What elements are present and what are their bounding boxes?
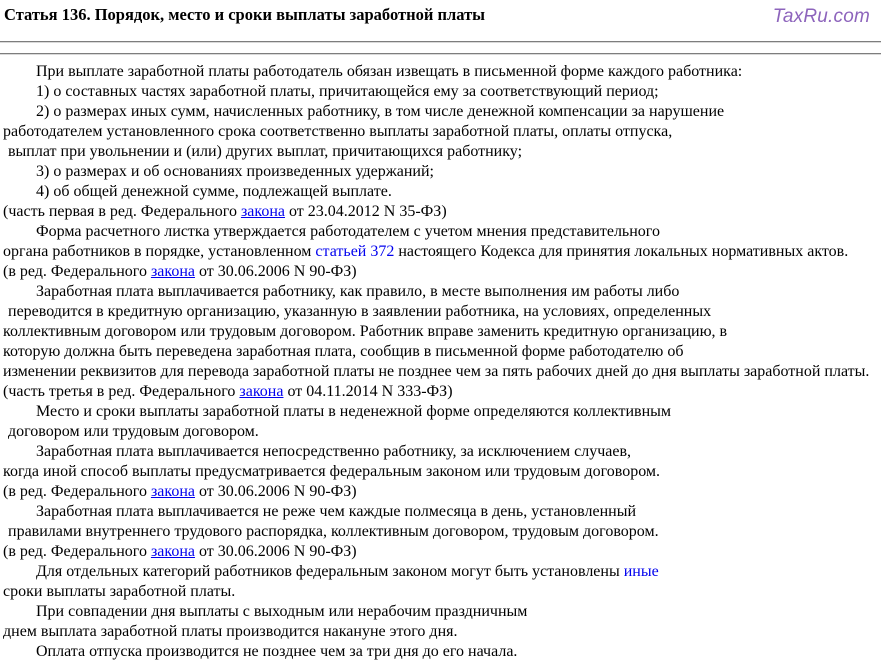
- text-line: [3, 402, 881, 422]
- text-line: [3, 542, 881, 562]
- text-segment: которую должна быть переведена заработная плата, сообщив в письменной форме работодателю об: [3, 343, 684, 360]
- text-segment: (в ред. Федерального: [3, 263, 151, 280]
- article-title: Статья 136. Порядок, место и сроки выплаты заработной платы: [4, 5, 486, 24]
- text-line: [3, 362, 881, 382]
- text-line: [3, 262, 881, 282]
- document-body: [3, 62, 881, 662]
- text-segment: Место и сроки выплаты заработной платы в неденежной форме определяются коллективным: [36, 403, 672, 420]
- text-line: [3, 442, 881, 462]
- text-segment: когда иной способ выплаты предусматривается федеральным законом или трудовым договором.: [3, 463, 661, 480]
- inline-law-link[interactable]: закона: [240, 203, 285, 220]
- inline-law-link[interactable]: закона: [150, 263, 195, 280]
- text-line: [3, 642, 881, 662]
- text-segment: Заработная плата выплачивается не реже чем каждые полмесяца в день, установленный: [36, 503, 637, 520]
- text-segment: 2) о размерах иных сумм, начисленных работнику, в том числе денежной компенсации за нарушение: [36, 103, 725, 120]
- text-segment: днем выплата заработной платы производится накануне этого дня.: [3, 623, 458, 640]
- text-segment: 3) о размерах и об основаниях произведенных удержаний;: [36, 163, 434, 180]
- text-line: [3, 482, 881, 502]
- text-segment: Заработная плата выплачивается непосредственно работнику, за исключением случаев,: [36, 443, 632, 460]
- inline-law-link[interactable]: иные: [623, 563, 659, 580]
- text-line: [3, 242, 881, 262]
- text-segment: 1) о составных частях заработной платы, причитающейся ему за соответствующий период;: [36, 83, 659, 100]
- inline-law-link[interactable]: закона: [150, 483, 195, 500]
- text-line: [3, 202, 881, 222]
- text-line: [3, 122, 881, 142]
- text-segment: выплат при увольнении и (или) других выплат, причитающихся работнику;: [8, 143, 523, 160]
- text-segment: Заработная плата выплачивается работнику, как правило, в месте выполнения им работы либо: [36, 283, 680, 300]
- text-line: [3, 82, 881, 102]
- inline-law-link[interactable]: закона: [239, 383, 284, 400]
- text-line: [3, 62, 881, 82]
- text-line: [3, 382, 881, 402]
- text-line: [3, 142, 881, 162]
- divider-line-top: [0, 41, 881, 43]
- inline-law-link[interactable]: закона: [150, 543, 195, 560]
- text-segment: (в ред. Федерального: [3, 483, 151, 500]
- text-line: [3, 522, 881, 542]
- text-line: [3, 422, 881, 442]
- text-segment: Форма расчетного листка утверждается работодателем с учетом мнения представительного: [36, 223, 660, 240]
- text-segment: сроки выплаты заработной платы.: [3, 583, 236, 600]
- text-segment: переводится в кредитную организацию, указанную в заявлении работника, на условиях, определенных: [8, 303, 712, 320]
- text-line: [3, 502, 881, 522]
- text-segment: от 30.06.2006 N 90-ФЗ): [194, 263, 357, 280]
- text-line: [3, 602, 881, 622]
- text-segment: работодателем установленного срока соответственно выплаты заработной платы, оплаты отпуска,: [3, 123, 673, 140]
- text-line: [3, 562, 881, 582]
- text-segment: коллективным договором или трудовым договором. Работник вправе заменить кредитную организацию, в: [3, 323, 728, 340]
- text-line: [3, 322, 881, 342]
- text-segment: изменении реквизитов для перевода заработной платы не позднее чем за пять рабочих дней до дня выплаты заработной платы.: [3, 363, 870, 380]
- text-line: [3, 162, 881, 182]
- text-line: [3, 462, 881, 482]
- text-line: [3, 222, 881, 242]
- text-segment: от 30.06.2006 N 90-ФЗ): [194, 543, 357, 560]
- taxru-logo[interactable]: TaxRu.com: [772, 6, 870, 27]
- text-segment: При выплате заработной платы работодатель обязан извещать в письменной форме каждого работника:: [36, 63, 743, 80]
- text-segment: правилами внутреннего трудового распорядка, коллективным договором, трудовым договором.: [8, 523, 659, 540]
- inline-law-link[interactable]: статьей 372: [315, 243, 395, 260]
- text-segment: Оплата отпуска производится не позднее чем за три дня до его начала.: [36, 643, 518, 660]
- divider-line-bottom: [0, 53, 881, 55]
- text-line: [3, 282, 881, 302]
- text-segment: (часть первая в ред. Федерального: [3, 203, 241, 220]
- text-line: [3, 342, 881, 362]
- text-segment: договором или трудовым договором.: [8, 423, 259, 440]
- text-segment: органа работников в порядке, установленном: [3, 243, 316, 260]
- text-line: [3, 622, 881, 642]
- text-line: [3, 102, 881, 122]
- text-segment: от 23.04.2012 N 35-ФЗ): [285, 203, 447, 220]
- text-segment: от 30.06.2006 N 90-ФЗ): [194, 483, 357, 500]
- text-segment: Для отдельных категорий работников федеральным законом могут быть установлены: [36, 563, 624, 580]
- text-segment: настоящего Кодекса для принятия локальных нормативных актов.: [394, 243, 849, 260]
- text-segment: При совпадении дня выплаты с выходным или нерабочим праздничным: [36, 603, 528, 620]
- text-line: [3, 182, 881, 202]
- text-segment: (в ред. Федерального: [3, 543, 151, 560]
- text-line: [3, 302, 881, 322]
- text-segment: (часть третья в ред. Федерального: [3, 383, 240, 400]
- text-segment: от 04.11.2014 N 333-ФЗ): [283, 383, 453, 400]
- text-line: [3, 582, 881, 602]
- text-segment: 4) об общей денежной сумме, подлежащей выплате.: [36, 183, 392, 200]
